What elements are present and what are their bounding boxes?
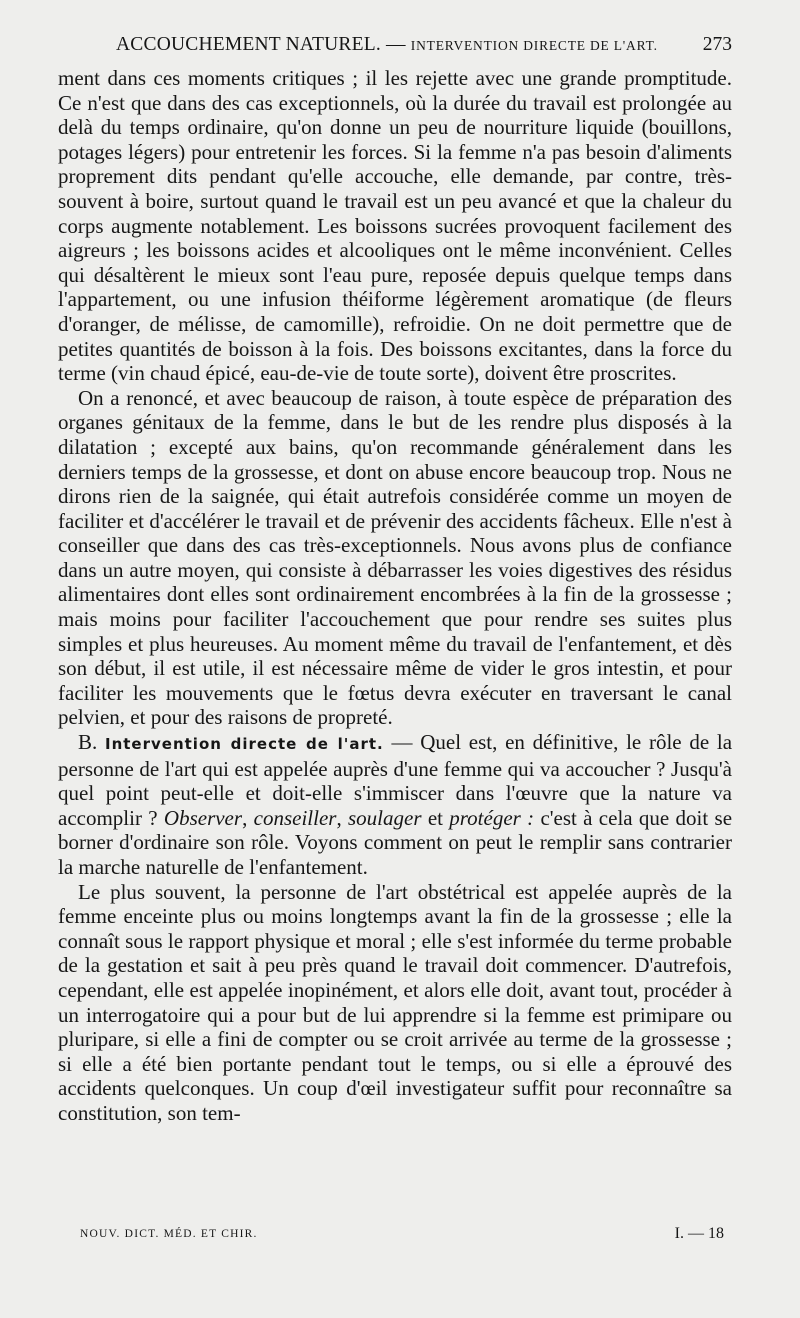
section-heading: Intervention directe de l'art. [105,735,384,754]
paragraph-1: ment dans ces moments critiques ; il les rejette avec une grande promptitude. Ce n'est que dans des cas exceptionnels, où la durée du travail est prolongée au delà du temps ordinaire, qu'on donne un peu de nourriture liquide (bouillons, potages légers) pour entretenir les forces. Si la femme n'a pas besoin d'aliments proprement dits pendant qu'elle accouche, elle demande, par contre, très-souvent à boire, surtout quand le travail est un peu avancé et que la chaleur du corps augmente notablement. Les boissons sucrées provoquent facilement des aigreurs ; les boissons acides et alcooliques ont le même inconvénient. Celles qui désaltèrent le mieux sont l'eau pure, reposée depuis quelque temps dans l'appartement, ou une infusion théiforme légèrement aromatique (de fleurs d'oranger, de mélisse, de camomille), refroidie. On ne doit permettre que de petites quantités de boisson à la fois. Des boissons excitantes, dans la force du terme (vin chaud épicé, eau-de-vie de toute sorte), doivent être proscrites. [58,66,732,386]
section-title: INTERVENTION DIRECTE DE L'ART. [410,38,658,53]
page-number: 273 [702,34,732,55]
emphasis-proteger: protéger : [449,805,535,830]
heading-dash: — [391,730,413,755]
paragraph-4: Le plus souvent, la personne de l'art obstétrical est appelée auprès de la femme enceinte plus ou moins longtemps avant la fin de la grossesse ; elle la connaît sous le rapport physique et moral ; elle s'est informée du terme probable de la gestation et sait à peu près quand le travail doit commencer. D'autrefois, cependant, elle est appelée inopinément, et alors elle doit, avant tout, procéder à un interrogatoire qui a pour but de lui apprendre si la femme est primipare ou pluripare, si elle a fini de compter ou se croit arrivée au terme de la grossesse ; si elle a été bien portante pendant tout le temps, ou si elle a éprouvé des accidents quelconques. Un coup d'œil investigateur suffit pour reconnaître sa constitution, son tem- [58,879,732,1125]
paragraph-3-text-2: c'est à cela que doit se borner d'ordinaire son rôle. Voyons comment on peut le remplir sans contrarier la marche naturelle de l'enfantement. [58,805,733,879]
header-separator: — [386,34,406,55]
running-header [58,30,732,66]
footer-sheet-number: I. — 18 [674,1225,724,1242]
page-body [58,66,732,1126]
conjunction: et [427,805,443,830]
paragraph-3-section-b: B. Intervention directe de l'art. — Quel est, en définitive, le rôle de la personne de l'art qui est appelée auprès d'une femme qui va accoucher ? Jusqu'à quel point peut-elle et doit-elle s'immiscer dans l'œuvre que la nature va accomplir ? Observer, conseiller, soulager et protéger : c'est à cela que doit se borner d'ordinaire son rôle. Voyons comment on peut le remplir sans contrarier la marche naturelle de l'enfantement. [58,730,733,879]
emphasis-conseiller: conseiller [253,805,337,830]
section-label: B. [78,730,98,755]
footer-signature: NOUV. DICT. MÉD. ET CHIR. [80,1228,258,1240]
running-title: ACCOUCHEMENT NATUREL. [116,34,381,55]
paragraph-3-text-1: Quel est, en définitive, le rôle de la personne de l'art qui est appelée auprès d'une femme qui va accoucher ? Jusqu'à quel point peut-elle et doit-elle s'immiscer dans l'œuvre que la nature va accomplir ? [58,730,733,830]
running-title-line [116,34,658,56]
paragraph-2: On a renoncé, et avec beaucoup de raison, à toute espèce de préparation des organes génitaux de la femme, dans le but de les rendre plus disposés à la dilatation ; excepté aux bains, qu'on recommande généralement dans les derniers temps de la grossesse, et dont on abuse encore beaucoup trop. Nous ne dirons rien de la saignée, qui était autrefois considérée comme un moyen de faciliter et d'accélérer le travail et de prévenir des accidents fâcheux. Elle n'est à conseiller que dans des cas très-exceptionnels. Nous avons plus de confiance dans un autre moyen, qui consiste à débarrasser les voies digestives des résidus alimentaires dont elles sont ordinairement encombrées à la fin de la grossesse ; mais moins pour faciliter l'accouchement que pour rendre ses suites plus simples et plus heureuses. Au moment même du travail de l'enfantement, et dès son début, il est utile, il est nécessaire même de vider le gros intestin, et pour faciliter les mouvements que le fœtus devra exécuter en traversant le canal pelvien, et pour des raisons de propreté. [58,385,732,730]
emphasis-observer: Observer [163,805,243,830]
emphasis-soulager: soulager [348,805,422,830]
